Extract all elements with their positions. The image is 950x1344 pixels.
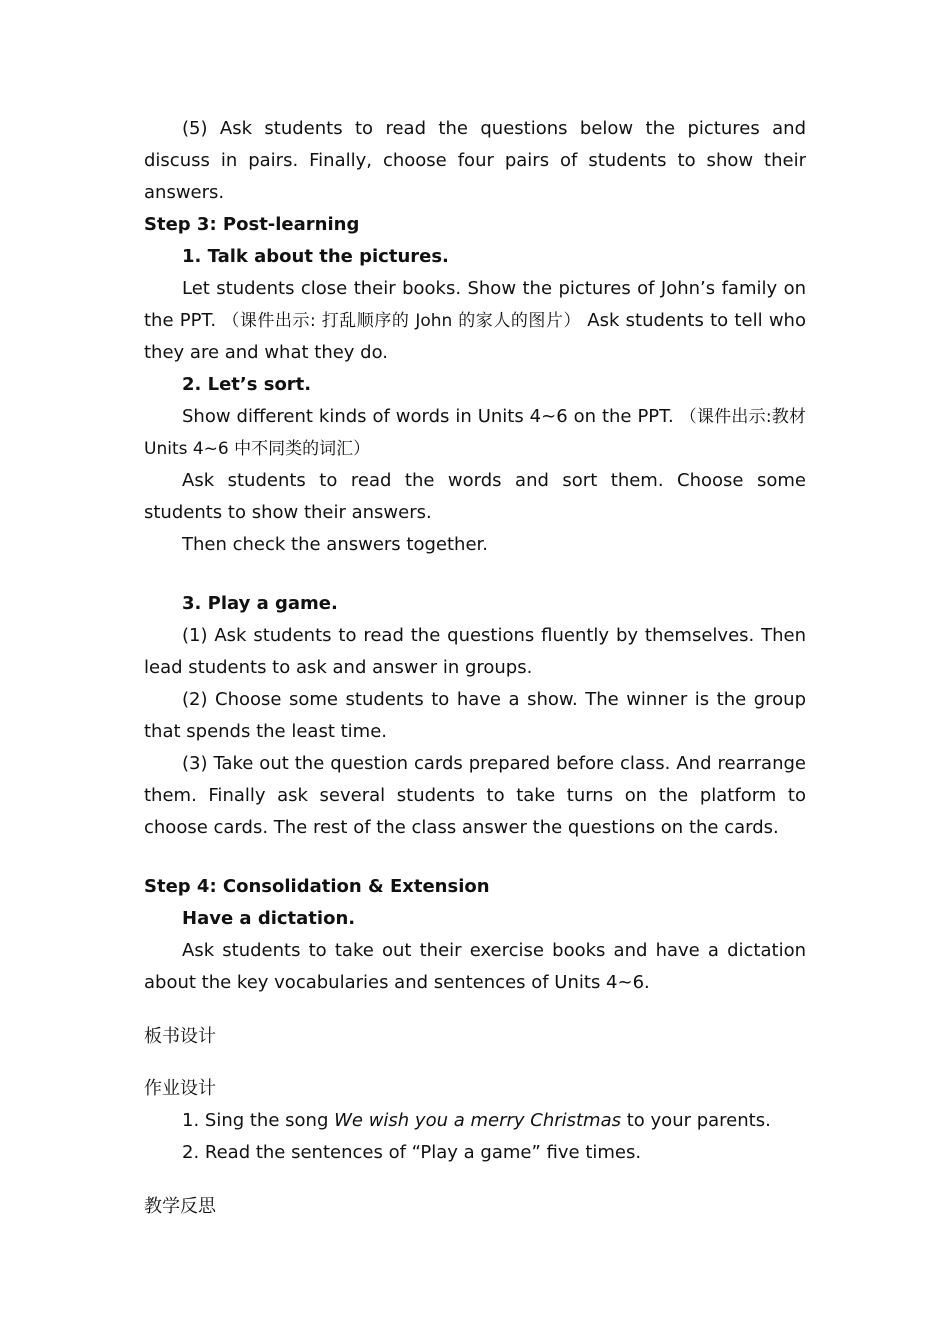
homework-item-2: 2. Read the sentences of “Play a game” five times. [182, 1142, 642, 1163]
homework-item-1-before: 1. Sing the song [182, 1110, 335, 1131]
talk-note: （课件出示: 打乱顺序的 John 的家人的图片） [222, 311, 582, 331]
step4-heading: Step 4: Consolidation & Extension [144, 876, 490, 897]
step3-heading: Step 3: Post-learning [144, 214, 360, 235]
homework-item-1-after: to your parents. [621, 1110, 771, 1131]
sort-heading: 2. Let’s sort. [182, 374, 312, 395]
document-page [144, 113, 806, 1223]
homework-heading: 作业设计 [144, 1078, 216, 1099]
game-item-1: (1) Ask students to read the questions fluently by themselves. Then lead students to ask and answer in groups. [144, 625, 806, 678]
talk-paragraph [144, 273, 806, 369]
sort-paragraph [144, 401, 806, 465]
talk-text-a: Let students close their books. Show the pictures of John’s family on the PPT. [144, 278, 806, 331]
game-heading: 3. Play a game. [182, 593, 338, 614]
board-design-heading: 板书设计 [144, 1026, 216, 1047]
reflection-heading: 教学反思 [144, 1196, 216, 1217]
game-item-3: (3) Take out the question cards prepared before class. And rearrange them. Finally ask several students to take turns on the platform to choose cards. The rest of the class answer the questions on the cards. [144, 753, 806, 838]
sort-text-c: Then check the answers together. [182, 534, 488, 555]
talk-text-b: Ask students to tell who they are and what they do. [144, 310, 806, 363]
song-title: We wish you a merry Christmas [334, 1110, 622, 1131]
sort-text-b: Ask students to read the words and sort them. Choose some students to show their answers. [144, 470, 806, 523]
step4-subheading: Have a dictation. [182, 908, 356, 929]
game-item-2: (2) Choose some students to have a show. The winner is the group that spends the least time. [144, 689, 806, 742]
sort-note: （课件出示:教材 Units 4~6 中不同类的词汇） [144, 407, 806, 459]
step4-text: Ask students to take out their exercise books and have a dictation about the key vocabularies and sentences of Units 4~6. [144, 940, 806, 993]
sort-text-a: Show different kinds of words in Units 4~6 on the PPT. [182, 406, 674, 427]
homework-item-1 [144, 1105, 806, 1137]
step2-item5: (5) Ask students to read the questions below the pictures and discuss in pairs. Finally, choose four pairs of students to show their answers. [144, 118, 806, 203]
talk-heading: 1. Talk about the pictures. [182, 246, 449, 267]
